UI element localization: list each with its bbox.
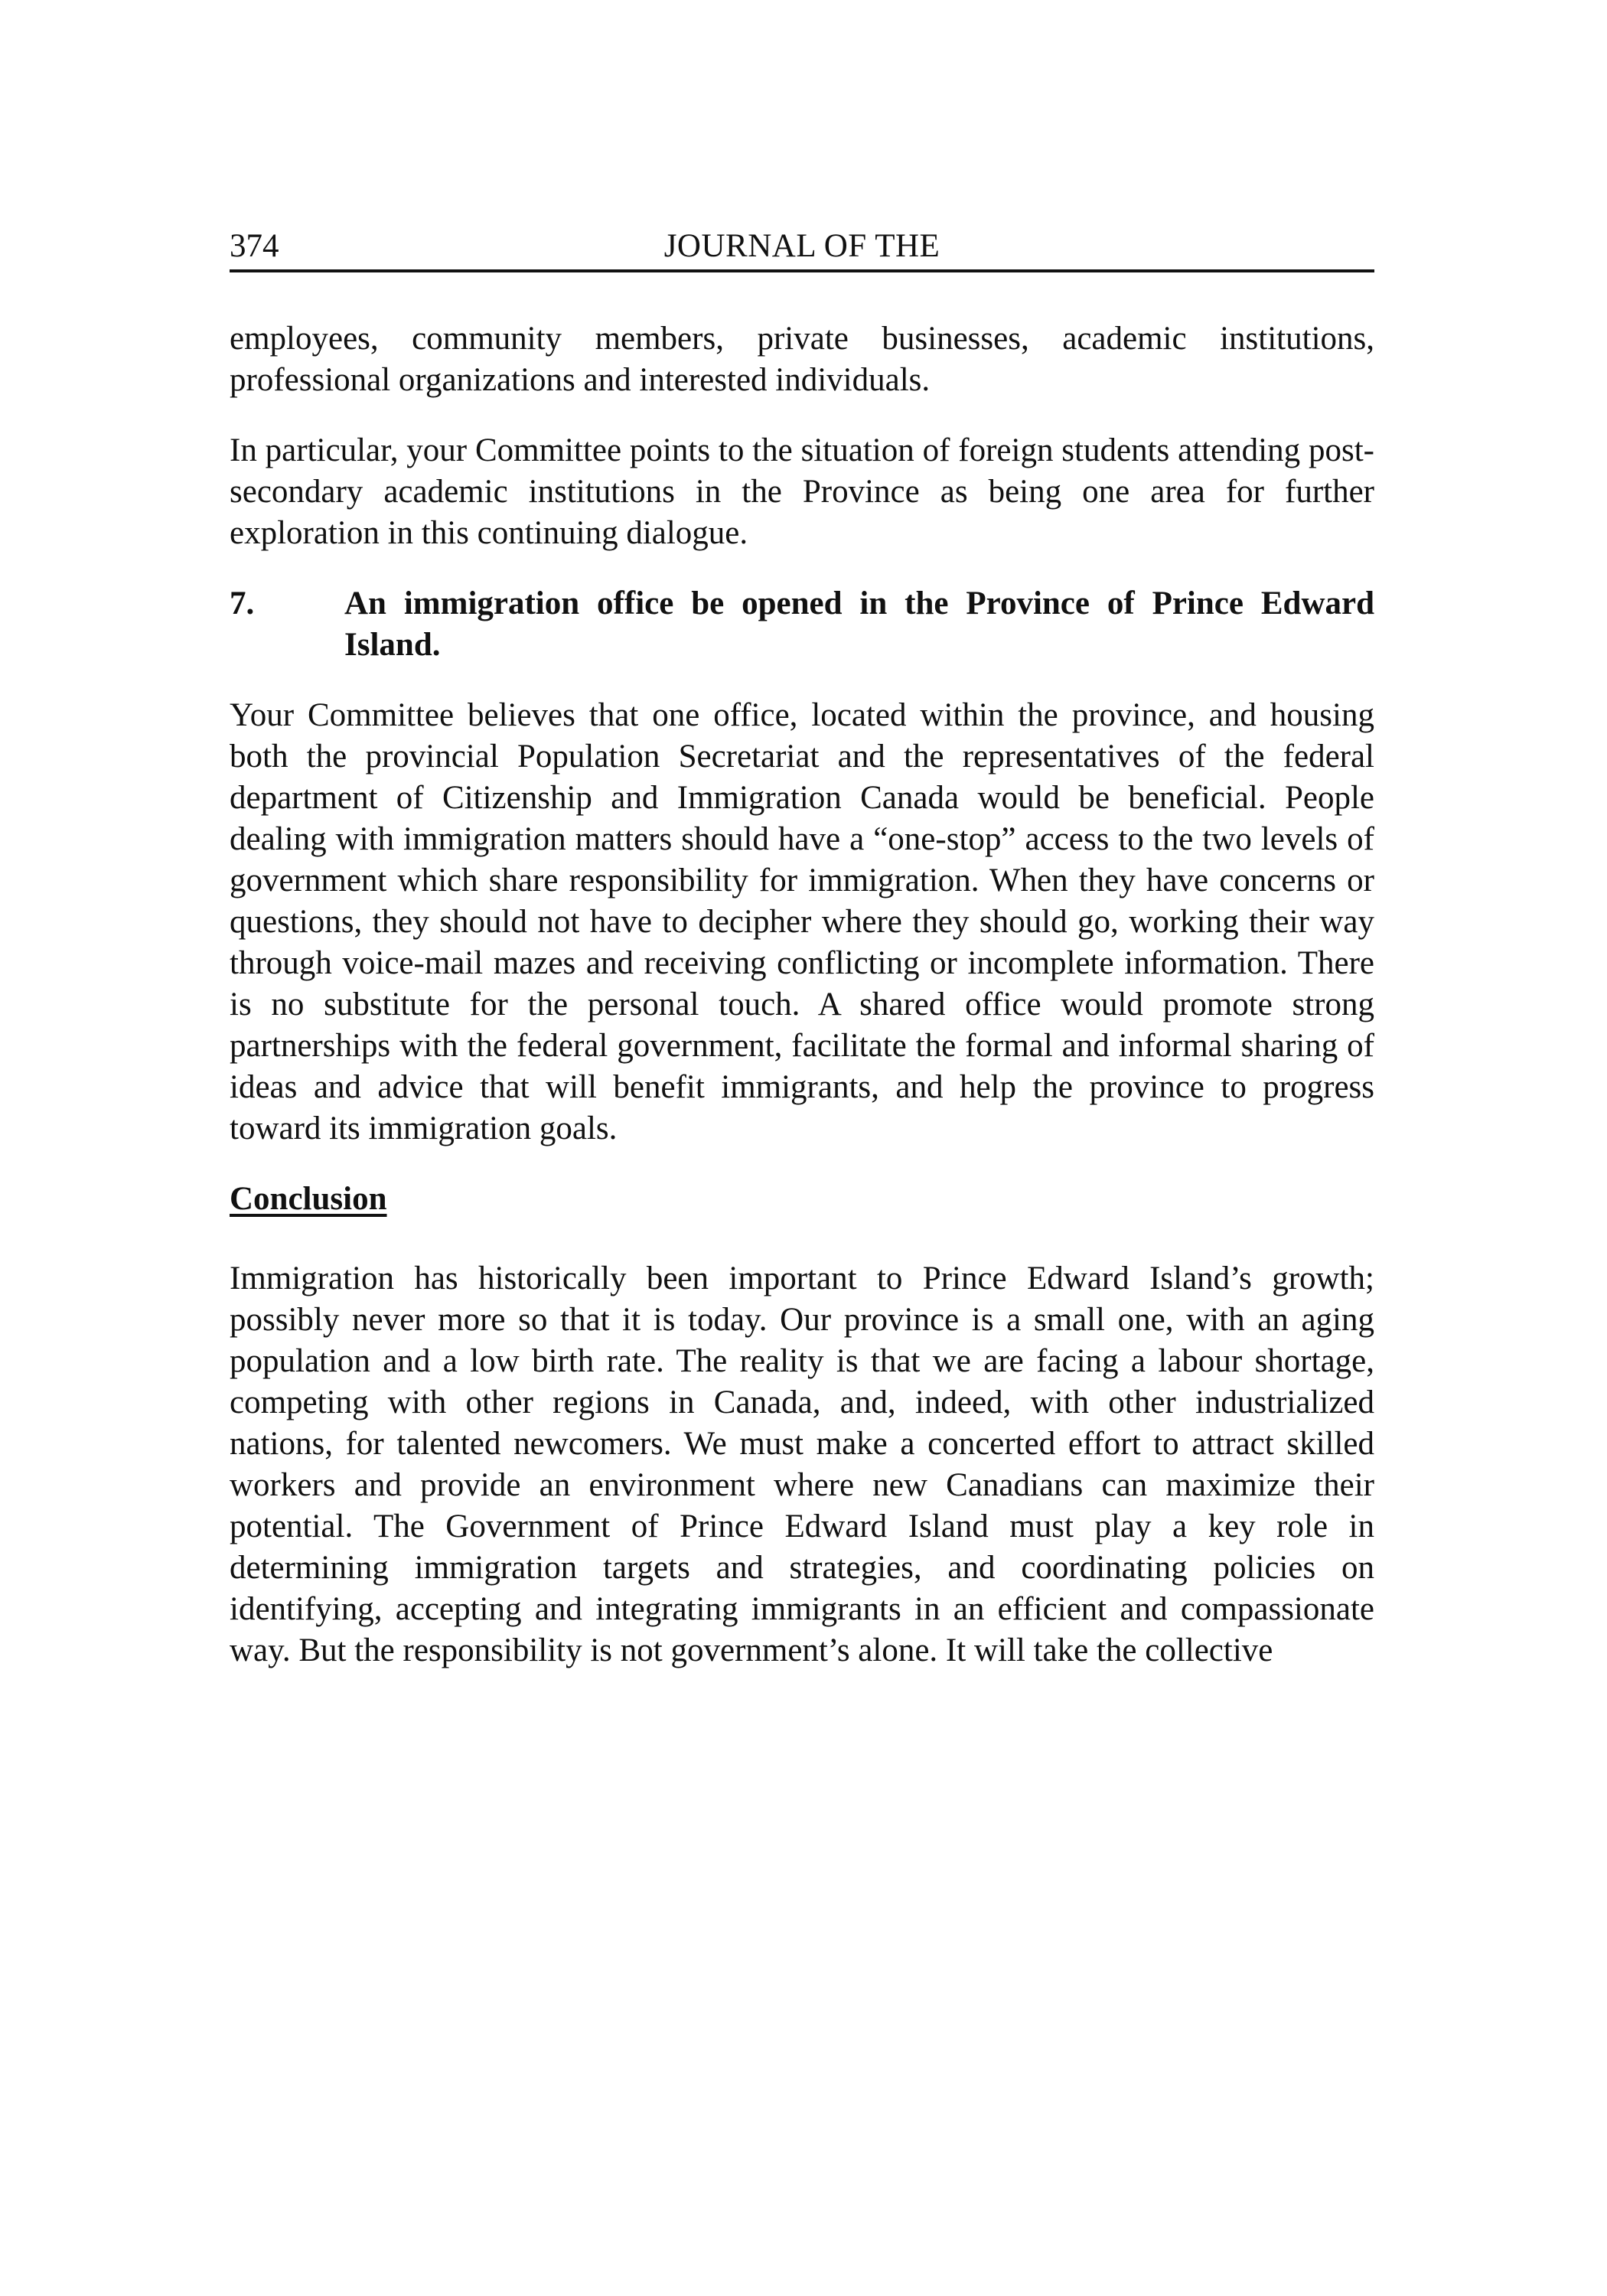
recommendation-text: An immigration office be opened in the Province of Prince Edward Island. [344,585,1374,663]
document-page [230,223,1374,1701]
paragraph-immigration-office: Your Committee believes that one office, located within the province, and housing both the provincial Population Secretariat and the representatives of the federal department of Citizenship and Immigration Canada would be beneficial. People dealing with immigration matters should have a “one-stop” access to the two levels of government which share responsibility for immigration. When they have concerns or questions, they should not have to decipher where they should go, working their way through voice-mail mazes and receiving conflicting or incomplete information. There is no substitute for the personal touch. A shared office would promote strong partnerships with the federal government, facilitate the formal and informal sharing of ideas and advice that will benefit immigrants, and help the province to progress toward its immigration goals. [230,697,1374,1146]
page-header [230,223,1374,272]
page-number: 374 [230,228,279,264]
paragraph-foreign-students: In particular, your Committee points to the situation of foreign students attending post-secondary academic institutions in the Province as being one area for further exploration in this continuing dialogue. [230,432,1374,551]
paragraph-conclusion: Immigration has historically been important to Prince Edward Island’s growth; possibly never more so that it is today. Our province is a small one, with an aging population and a low birth rate. The reality is that we are facing a labour shortage, competing with other regions in Canada, and, indeed, with other industrialized nations, for talented newcomers. We must make a concerted effort to attract skilled workers and provide an environment where new Canadians can maximize their potential. The Government of Prince Edward Island must play a key role in determining immigration targets and strategies, and coordinating policies on identifying, accepting and integrating immigrants in an efficient and compassionate way. But the responsibility is not government’s alone. It will take the collective [230,1261,1374,1668]
journal-title: JOURNAL OF THE [663,228,940,264]
paragraph-continuation: employees, community members, private businesses, academic institutions, professional organizations and interested individuals. [230,321,1374,398]
conclusion-heading: Conclusion [230,1181,387,1217]
recommendation-number: 7. [230,585,255,621]
document-body [230,318,1374,1671]
recommendation-7 [230,583,1374,666]
